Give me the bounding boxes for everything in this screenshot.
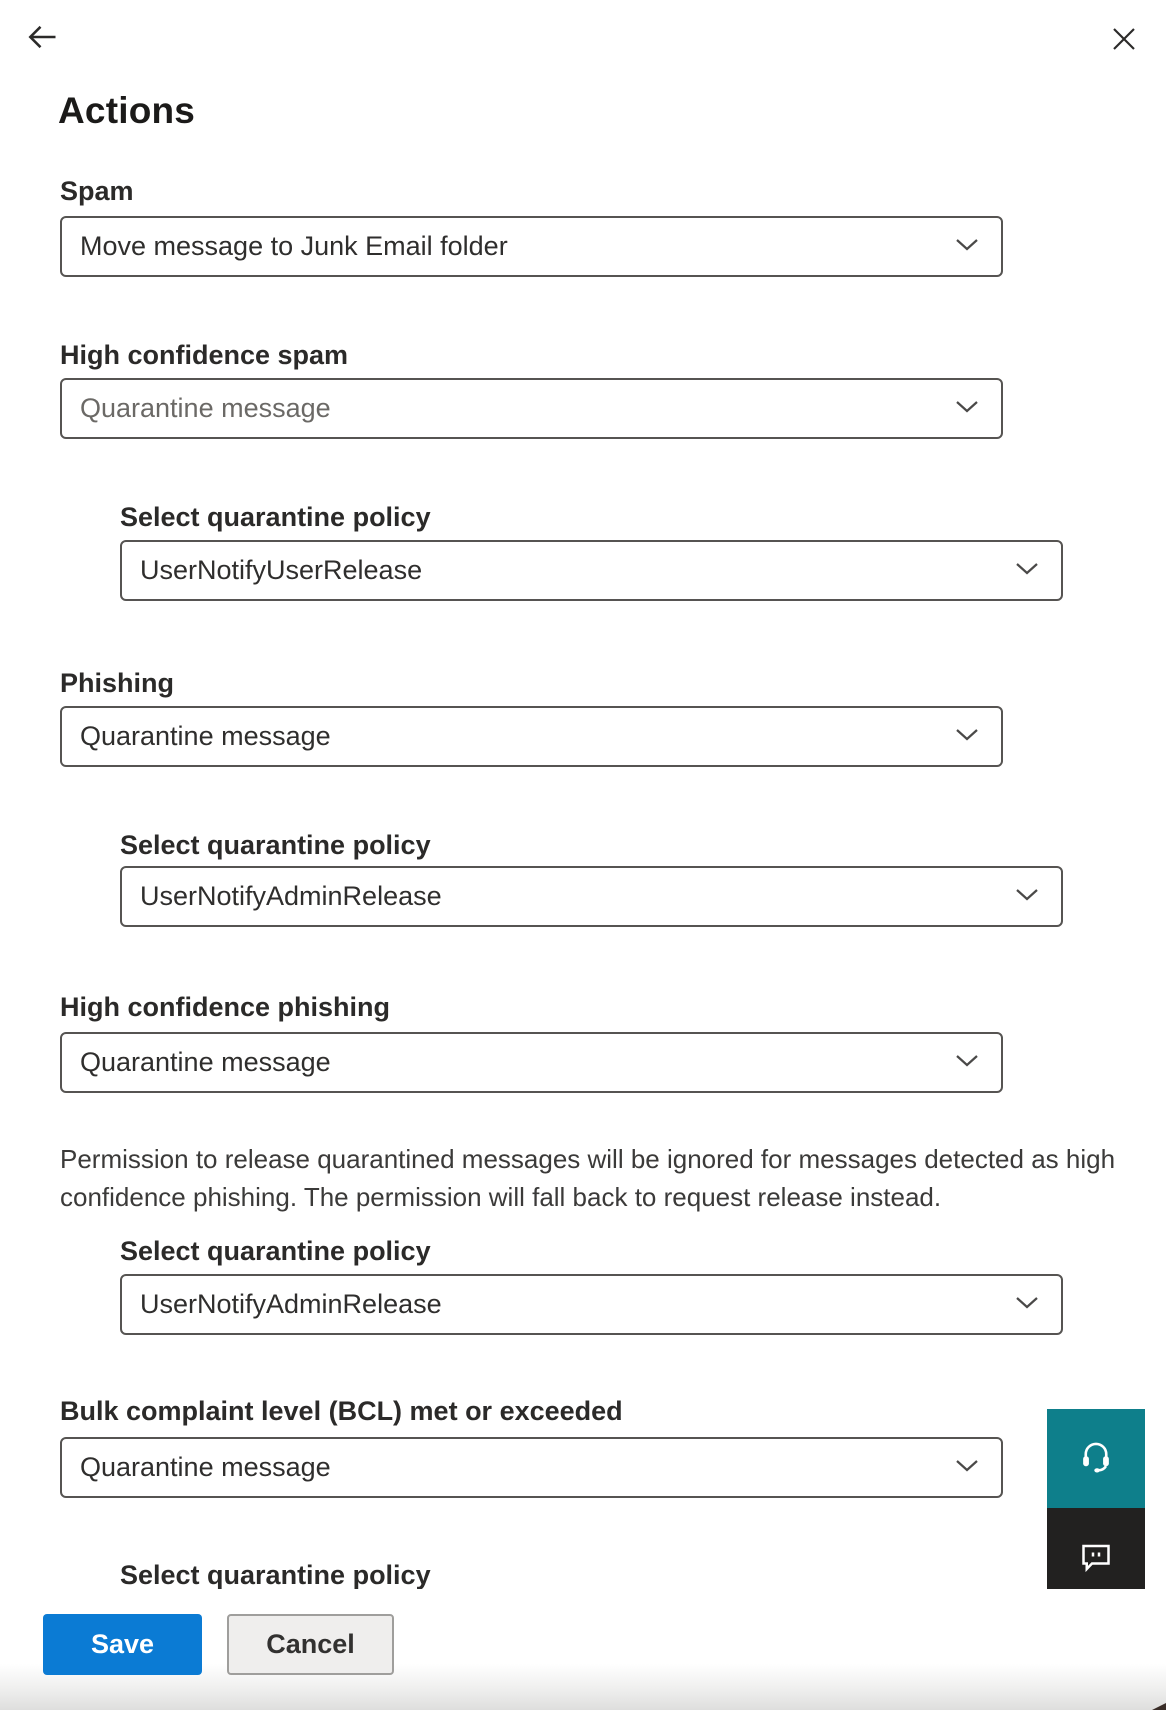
chevron-down-icon (955, 400, 979, 418)
phishing-quarantine-policy-value: UserNotifyAdminRelease (140, 881, 442, 911)
back-button[interactable] (20, 16, 64, 60)
chevron-down-icon (955, 728, 979, 746)
chevron-down-icon (955, 238, 979, 256)
cancel-button[interactable]: Cancel (227, 1614, 394, 1675)
chat-bubble-icon (1076, 1536, 1116, 1579)
bulk-complaint-label: Bulk complaint level (BCL) met or exceeded (60, 1396, 623, 1426)
hcp-quarantine-policy-label: Select quarantine policy (120, 1236, 431, 1266)
spam-action-value: Move message to Junk Email folder (80, 231, 508, 261)
phishing-quarantine-policy-label: Select quarantine policy (120, 830, 431, 860)
chevron-down-icon (1015, 562, 1039, 580)
bcl-quarantine-policy-label: Select quarantine policy (120, 1560, 431, 1589)
page-title: Actions (58, 90, 196, 131)
arrow-left-icon (24, 19, 60, 58)
spam-label: Spam (60, 176, 134, 206)
phishing-quarantine-policy-dropdown[interactable] (120, 866, 1063, 927)
bulk-complaint-action-dropdown[interactable] (60, 1437, 1003, 1498)
bulk-complaint-action-value: Quarantine message (80, 1452, 331, 1482)
phishing-action-value: Quarantine message (80, 721, 331, 751)
window-corner-artifact (1152, 1703, 1166, 1710)
chevron-down-icon (1015, 1296, 1039, 1314)
high-confidence-spam-label: High confidence spam (60, 340, 349, 370)
close-button[interactable] (1102, 18, 1146, 62)
headset-icon (1075, 1436, 1117, 1481)
close-icon (1109, 24, 1139, 57)
high-confidence-spam-action-value: Quarantine message (80, 393, 331, 423)
chevron-down-icon (955, 1459, 979, 1477)
hcs-quarantine-policy-label: Select quarantine policy (120, 502, 431, 532)
permission-note: Permission to release quarantined messages will be ignored for messages detected as high confidence phishing. The permission will fall back to request release instead. (60, 1144, 1116, 1212)
hcs-quarantine-policy-dropdown[interactable] (120, 540, 1063, 601)
high-confidence-spam-action-dropdown[interactable] (60, 378, 1003, 439)
support-button[interactable] (1047, 1409, 1145, 1508)
hcp-quarantine-policy-value: UserNotifyAdminRelease (140, 1289, 442, 1319)
hcp-quarantine-policy-dropdown[interactable] (120, 1274, 1063, 1335)
save-button[interactable]: Save (43, 1614, 202, 1675)
high-confidence-phishing-label: High confidence phishing (60, 992, 390, 1022)
high-confidence-phishing-action-value: Quarantine message (80, 1047, 331, 1077)
phishing-label: Phishing (60, 668, 174, 698)
hcs-quarantine-policy-value: UserNotifyUserRelease (140, 555, 423, 585)
spam-action-dropdown[interactable] (60, 216, 1003, 277)
chevron-down-icon (955, 1054, 979, 1072)
chevron-down-icon (1015, 888, 1039, 906)
bcl-quarantine-policy-label-clipped (120, 1560, 520, 1589)
high-confidence-phishing-action-dropdown[interactable] (60, 1032, 1003, 1093)
phishing-action-dropdown[interactable] (60, 706, 1003, 767)
